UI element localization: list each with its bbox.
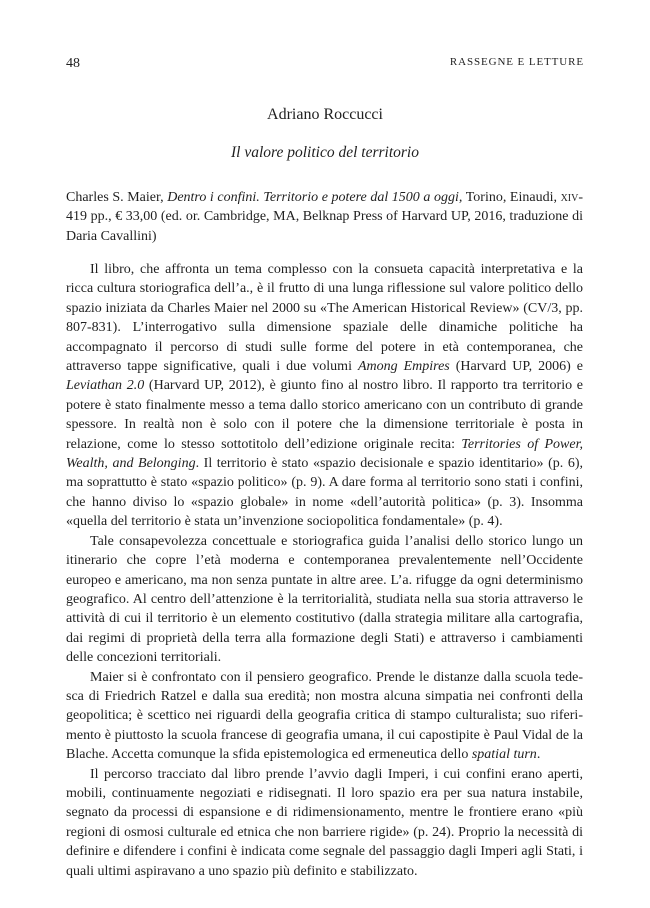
- text-run: Maier si è confrontato con il pensiero geografico. Prende le distanze dalla scuola tedesca di Friedrich Ratzel e dalla sua eredità; non mostra alcuna simpatia nei confronti della geopolitica; è scettico nei riguardi della geografia critica di stampo culturalista; suo riferimento è piuttosto la scuola francese di geografia umana, il cui capostipite è Paul Vidal de la Blache. Accetta comunque la sfida epistemologica ed ermeneutica dello: [66, 669, 583, 763]
- citation-paragraph: [66, 188, 583, 246]
- italic-book-title: Leviathan 2.0: [66, 378, 145, 394]
- running-head: RASSEGNE E LETTURE: [449, 56, 584, 68]
- text-run: (Harvard UP, 2006) e: [449, 359, 583, 375]
- citation-pages-roman: xiv: [560, 190, 579, 205]
- article-title: Il valore politico del territorio: [231, 144, 419, 161]
- citation-book-title: Dentro i confini. Territorio e potere dal 1500 a oggi,: [167, 190, 463, 205]
- text-run: (Harvard UP, 2012), è giunto fino al nostro libro. Il rapporto tra territorio e potere è stato finalmente messo a tema dallo storico americano con un contributo di grande spessore. In realtà non è solo con il potere che la dimensione territoriale è posta in relazione, come lo stesso sottotitolo dell’edizione originale recita:: [66, 378, 584, 452]
- article-body: [66, 260, 583, 881]
- text-run: . Il territorio è stato «spazio decisionale e spazio identitario» (p. 6), ma soprattutto è stato «spazio politico» (p. 9). A dare forma al territorio sono stati i confini, che hanno diviso lo «spazio globale» in nome «dell’autorità politica» (p. 3). Insomma «quella del territorio è stata un’invenzione sociopolitica fondamentale» (p. 4).: [66, 456, 583, 530]
- page-header: [66, 56, 584, 76]
- article-author: Adriano Roccucci: [267, 106, 383, 123]
- body-paragraph-4: Il percorso tracciato dal libro prende l’avvio dagli Imperi, i cui confini erano aperti, mobili, continuamente negoziati e ridisegnati. Il loro spazio era per sua natura instabile, segnato da processi di espansione e di ridimensionamento, mentre le frontiere erano «più regioni di osmosi culturale ed etnica che non barriere rigide» (p. 24). Proprio la necessità di definire e difendere i confini è indicata come segnale del passaggio dagli Imperi agli Stati, i quali ultimi aspiravano a uno spazio più definito e stabilizzato.: [66, 766, 583, 879]
- body-paragraph-2: Tale consapevolezza concettuale e storiografica guida l’analisi dello storico lungo un itinerario che copre l’età moderna e contemporanea prevalentemente nell’Occidente europeo e americano, ma non senza puntate in altre aree. L’a. rifugge da ogni determinismo geografico. Al centro dell’attenzione è la territorialità, studiata nella sua storia attraverso le attività di cui il territorio è un elemento costitutivo (dalla strategia militare alla cartografia, dai regimi di proprietà della terra alla formazione degli Stati) e attraverso i cambiamenti delle concezioni territoriali.: [66, 533, 583, 666]
- text-run: Il libro, che affronta un tema complesso con la consueta capacità interpretativa e la ricca cultura storiografica dell’a., è il frutto di una lunga riflessione sul valore politico dello spazio iniziata da Charles Maier nel 2000 su «The American Historical Review» (CV/3, pp. 807-831). L’interrogativo sulla dimensione spaziale delle dinamiche politiche ha accompagnato il percorso di studi sulle forme del potere in età contemporanea, che attraverso tappe significative, quali i due volumi: [66, 262, 583, 375]
- text-run: .: [536, 747, 541, 763]
- book-citation: [66, 188, 583, 246]
- italic-book-title: Territories of Power, Wealth, and Belonging: [66, 436, 584, 472]
- italic-term: spatial turn: [471, 747, 537, 763]
- citation-author: Charles S. Maier,: [66, 190, 164, 205]
- citation-details: -419 pp., € 33,00 (ed. or. Cambridge, MA, Belknap Press of Harvard UP, 2016, traduzione di Daria Cavallini): [66, 190, 584, 244]
- italic-book-title: Among Empires: [357, 359, 450, 375]
- body-paragraph-1: [66, 260, 583, 532]
- body-paragraph-3: [66, 668, 583, 765]
- citation-publisher: Torino, Einaudi,: [465, 190, 557, 205]
- page-number: 48: [66, 56, 80, 71]
